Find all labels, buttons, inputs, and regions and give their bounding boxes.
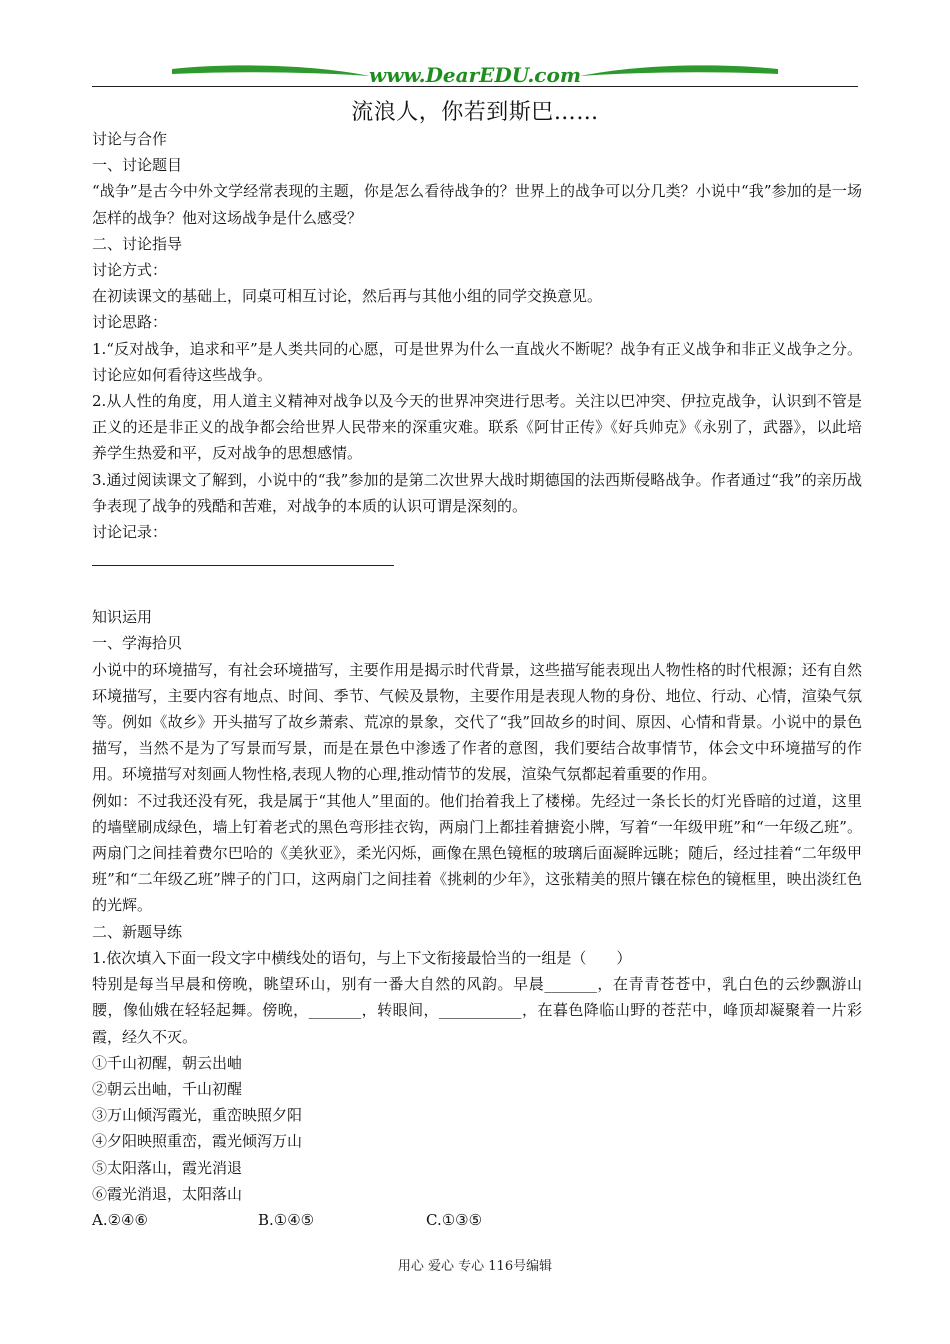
- passage-text: 特别是每当早晨和傍晚，眺望环山，别有一番大自然的风韵。早晨_______，在青青苍苍中，乳白色的云纱飘游山腰，像仙娥在轻轻起舞。傍晚，_______，转眼间，___________，在暮色降临山野的苍茫中，峰顶却凝聚着一片彩霞，经久不灭。: [92, 975, 862, 1046]
- logo-text: www.DearEDU.com: [368, 63, 582, 87]
- page-title: 流浪人，你若到斯巴……: [351, 100, 599, 125]
- option-c: C.①③⑤: [426, 1210, 483, 1229]
- idea-item: 1.“反对战争，追求和平”是人类共同的心愿，可是世界为什么一直战火不断呢？战争有正义战争和非正义战争之分。讨论应如何看待这些战争。: [92, 339, 862, 384]
- choice-item: ②朝云出岫，千山初醒: [92, 1079, 243, 1098]
- practice-heading: 二、新题导练: [92, 922, 183, 941]
- document-body: [92, 126, 862, 1233]
- right-swoosh-icon: [580, 65, 778, 76]
- choice-item: ⑥霞光消退，太阳落山: [92, 1184, 243, 1203]
- topic-text: “战争”是古今中外文学经常表现的主题，你是怎么看待战争的？世界上的战争可以分几类？小说中“我”参加的是一场怎样的战争？他对这场战争是什么感受？: [92, 182, 862, 227]
- method-label: 讨论方式：: [92, 261, 168, 280]
- example-text: 例如：不过我还没有死，我是属于“其他人”里面的。他们抬着我上了楼梯。先经过一条长长的灯光昏暗的过道，这里的墙壁刷成绿色，墙上钉着老式的黑色弯形挂衣钩，两扇门上都挂着搪瓷小牌，写着“一年级甲班”和“一年级乙班”。两扇门之间挂着费尔巴哈的《美狄亚》，柔光闪烁，画像在黑色镜框的玻璃后面凝眸远眺；随后，经过挂着“二年级甲班”和“二年级乙班”牌子的门口，这两扇门之间挂着《挑刺的少年》，这张精美的照片镶在棕色的镜框里，映出淡红色的光辉。: [92, 791, 862, 915]
- answer-options: [92, 1207, 862, 1233]
- idea-item: 2.从人性的角度，用人道主义精神对战争以及今天的世界冲突进行思考。关注以巴冲突、伊拉克战争，认识到不管是正义的还是非正义的战争都会给世界人民带来的深重灾难。联系《阿甘正传》《好兵帅克》《永别了，武器》，以此培养学生热爱和平，反对战争的思想感情。: [92, 392, 862, 463]
- header-rule: [92, 86, 858, 87]
- choice-item: ⑤太阳落山，霞光消退: [92, 1158, 243, 1177]
- choice-item: ③万山倾泻霞光，重峦映照夕阳: [92, 1106, 303, 1125]
- option-a: A.②④⑥: [92, 1210, 148, 1229]
- ideas-label: 讨论思路：: [92, 313, 168, 332]
- section-label-knowledge: 知识运用: [92, 608, 153, 627]
- page-footer: 用心 爱心 专心 116号编辑: [397, 1259, 553, 1274]
- choice-item: ①千山初醒，朝云出岫: [92, 1053, 243, 1072]
- choice-item: ④夕阳映照重峦，霞光倾泻万山: [92, 1132, 303, 1151]
- question-text: 1.依次填入下面一段文字中横线处的语句，与上下文衔接最恰当的一组是（ ）: [92, 948, 632, 967]
- record-label: 讨论记录：: [92, 523, 168, 542]
- topic-heading: 一、讨论题目: [92, 156, 183, 175]
- record-blank-line: [92, 565, 394, 566]
- left-swoosh-icon: [172, 65, 370, 76]
- learn-heading: 一、学海拾贝: [92, 634, 183, 653]
- guide-heading: 二、讨论指导: [92, 234, 183, 253]
- option-b: B.①④⑤: [258, 1210, 315, 1229]
- section-label-discussion: 讨论与合作: [92, 130, 168, 148]
- learn-text: 小说中的环境描写，有社会环境描写，主要作用是揭示时代背景，这些描写能表现出人物性格的时代根源；还有自然环境描写，主要内容有地点、时间、季节、气候及景物，主要作用是表现人物的身份、地位、行动、心情，渲染气氛等。例如《故乡》开头描写了故乡萧索、荒凉的景象，交代了“我”回故乡的时间、原因、心情和背景。小说中的景色描写，当然不是为了写景而写景，而是在景色中渗透了作者的意图，我们要结合故事情节，体会文中环境描写的作用。环境描写对刻画人物性格,表现人物的心理,推动情节的发展，渲染气氛都起着重要的作用。: [92, 660, 862, 784]
- idea-item: 3.通过阅读课文了解到，小说中的“我”参加的是第二次世界大战时期德国的法西斯侵略战争。作者通过“我”的亲历战争表现了战争的残酷和苦难，对战争的本质的认识可谓是深刻的。: [92, 470, 862, 515]
- method-text: 在初读课文的基础上，同桌可相互讨论，然后再与其他小组的同学交换意见。: [92, 287, 603, 306]
